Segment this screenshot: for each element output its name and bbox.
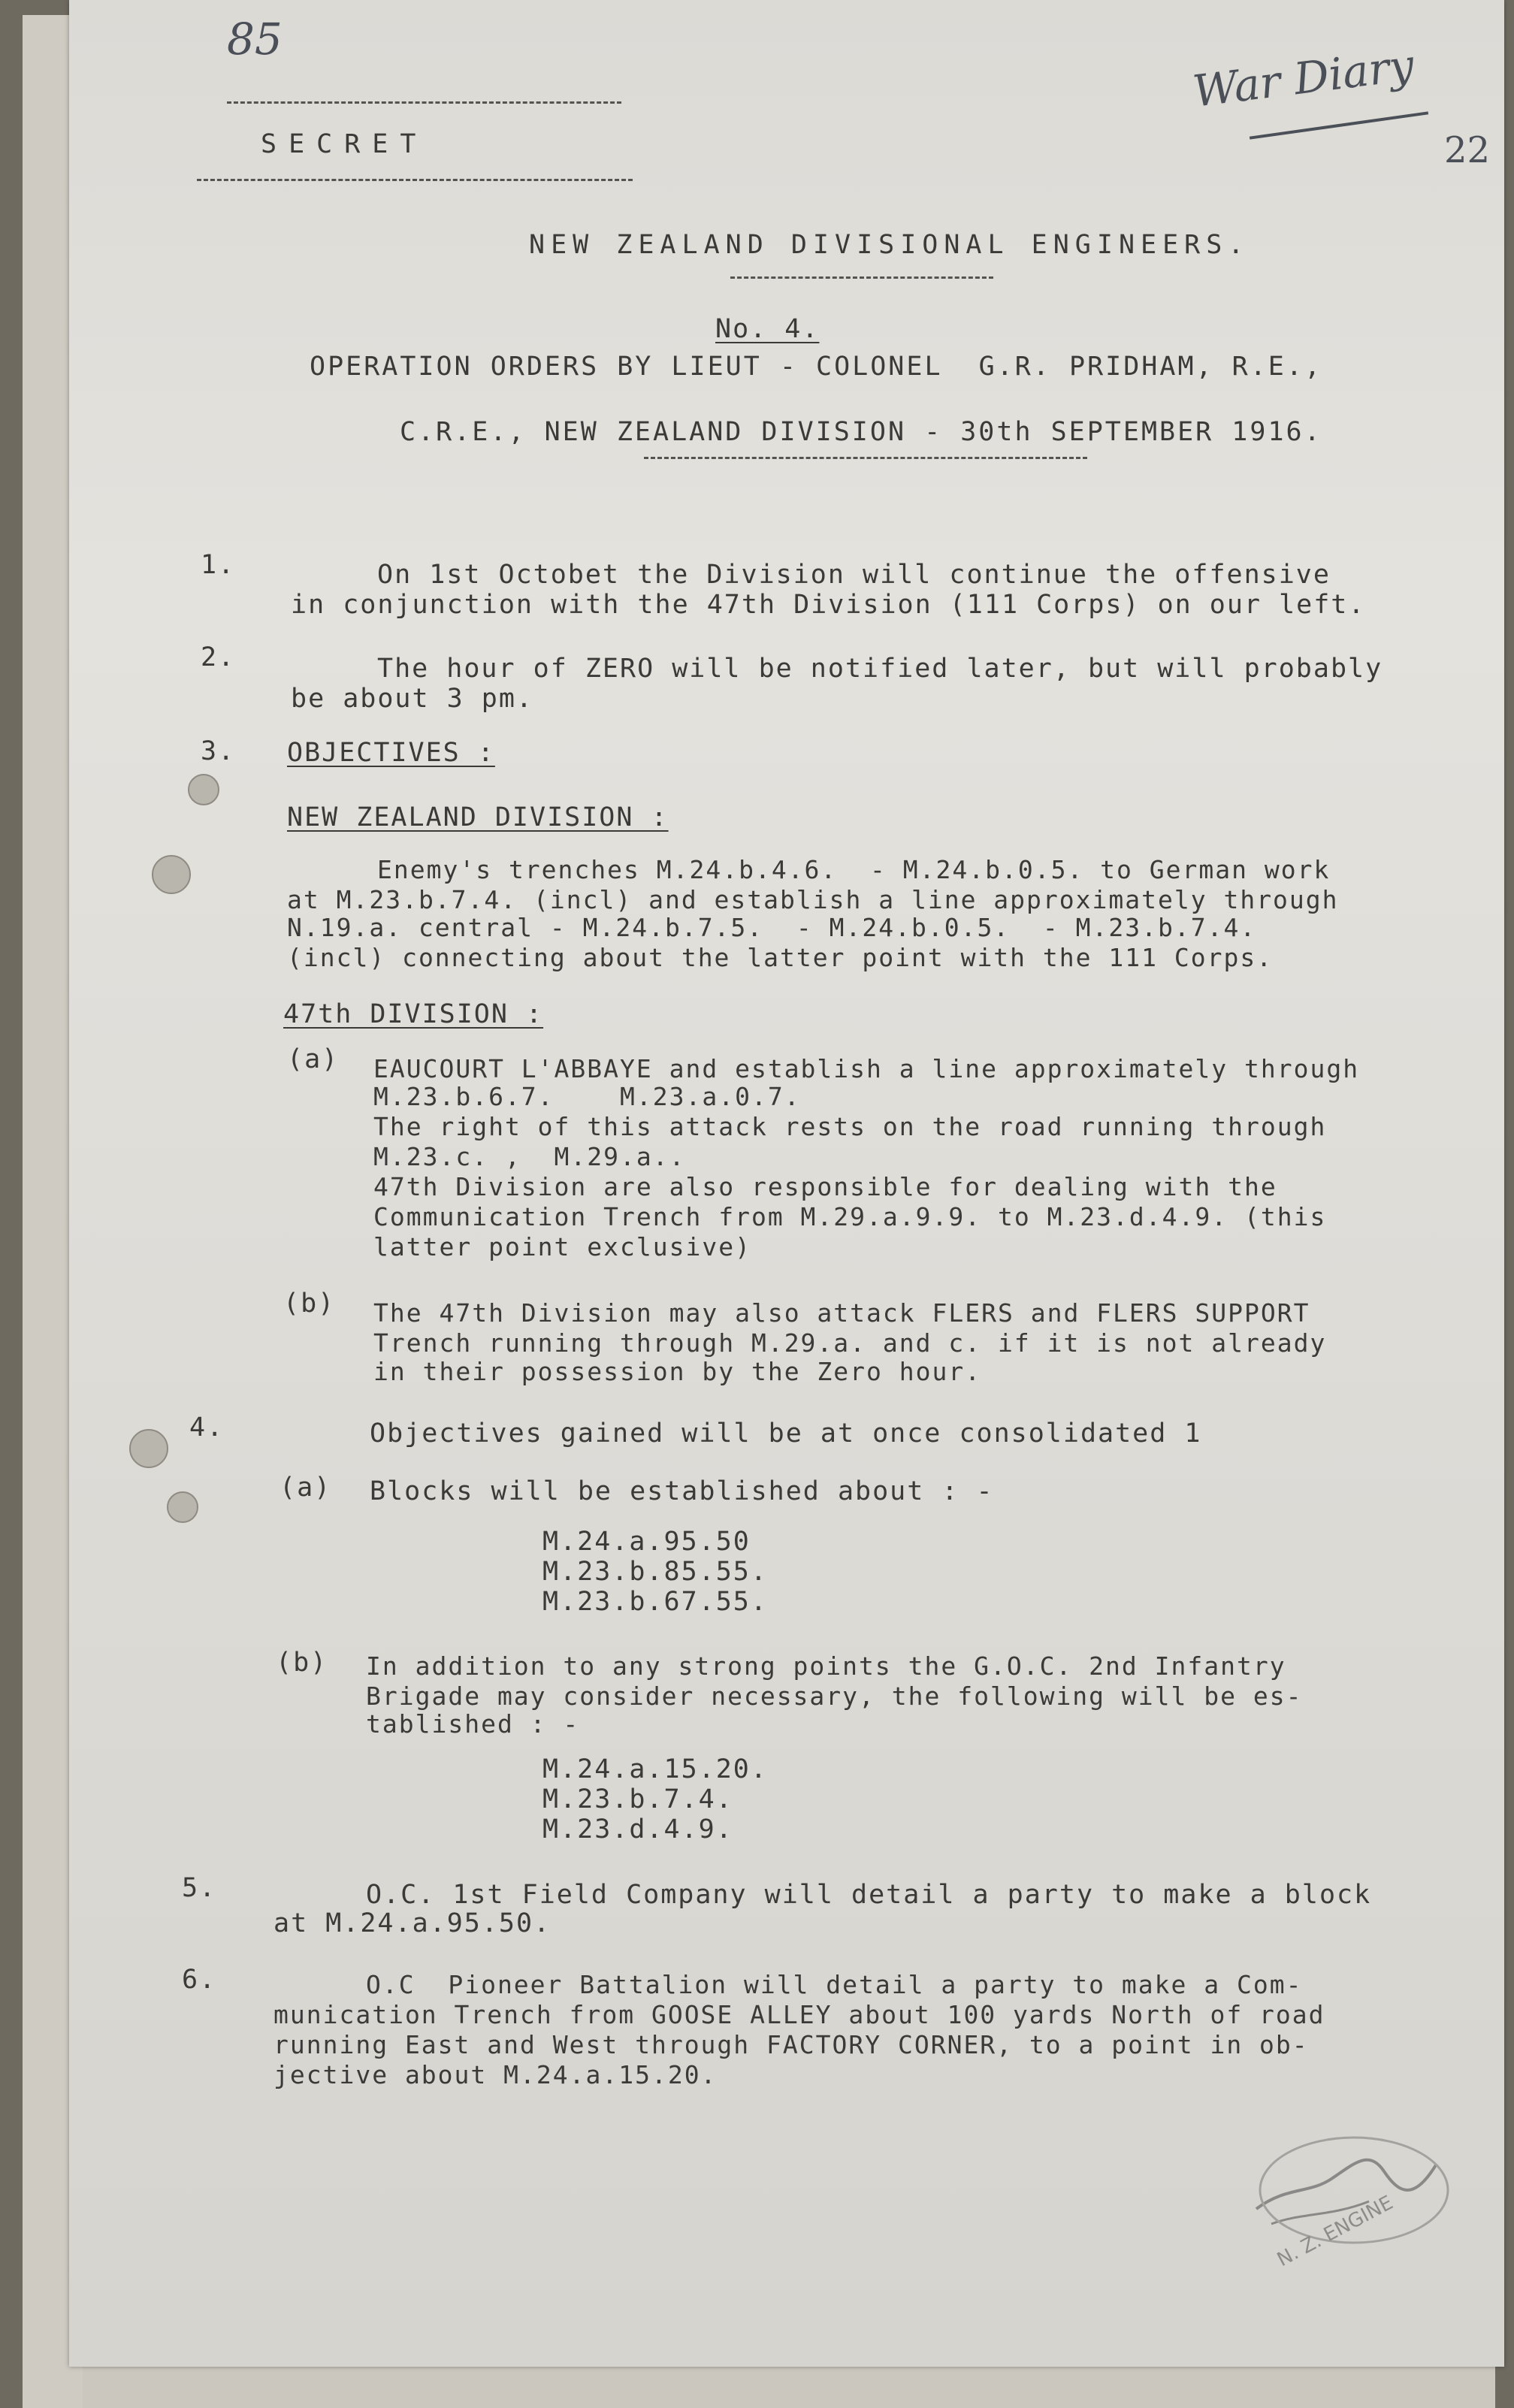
- para-line: at M.24.a.95.50.: [273, 1908, 552, 1938]
- para-number: 1.: [201, 550, 236, 580]
- unit-title-rule: [730, 276, 993, 279]
- para-line: in conjunction with the 47th Division (111 Corps) on our left.: [291, 590, 1366, 620]
- punch-hole: [152, 855, 191, 894]
- para-line: Communication Trench from M.29.a.9.9. to M.23.d.4.9. (this: [373, 1202, 1327, 1231]
- para-line: On 1st Octobet the Division will continue the offensive: [377, 560, 1331, 590]
- para-line: Enemy's trenches M.24.b.4.6. - M.24.b.0.5. to German work: [377, 855, 1331, 884]
- war-diary-annotation: War Diary: [1189, 39, 1417, 117]
- para-line: Brigade may consider necessary, the following will be es-: [366, 1681, 1303, 1711]
- secret-rule-top: [227, 101, 621, 104]
- title-line-2: C.R.E., NEW ZEALAND DIVISION - 30th SEPTEMBER 1916.: [400, 417, 1322, 447]
- para-line: jective about M.24.a.15.20.: [273, 2060, 718, 2089]
- grid-reference: M.24.a.95.50: [542, 1527, 751, 1557]
- para-line: running East and West through FACTORY CORNER, to a point in ob-: [273, 2030, 1309, 2059]
- para-number: 2.: [201, 642, 236, 672]
- para-number: 5.: [182, 1873, 217, 1903]
- para-line: 47th Division are also responsible for dealing with the: [373, 1172, 1277, 1201]
- para-line: EAUCOURT L'ABBAYE and establish a line approximately through: [373, 1054, 1360, 1083]
- para-line: (incl) connecting about the latter point with the 111 Corps.: [287, 943, 1274, 972]
- classification: SECRET: [261, 129, 428, 159]
- objectives-heading: OBJECTIVES :: [287, 738, 495, 768]
- sub-label: (a): [287, 1044, 340, 1074]
- para-number: 6.: [182, 1965, 217, 1995]
- para-line: In addition to any strong points the G.O.C. 2nd Infantry: [366, 1651, 1286, 1681]
- para-line: O.C Pioneer Battalion will detail a party to make a Com-: [366, 1970, 1303, 1999]
- para-line: Trench running through M.29.a. and c. if it is not already: [373, 1328, 1327, 1358]
- engineers-stamp: N. Z. ENGINE: [1273, 2191, 1397, 2272]
- sub-label: (b): [283, 1289, 336, 1319]
- para-line: munication Trench from GOOSE ALLEY about 100 yards North of road: [273, 2000, 1325, 2029]
- grid-reference: M.23.d.4.9.: [542, 1814, 733, 1845]
- para-line: at M.23.b.7.4. (incl) and establish a line approximately through: [287, 885, 1339, 914]
- para-line: Blocks will be established about : -: [370, 1476, 994, 1506]
- para-line: M.23.c. , M.29.a..: [373, 1142, 686, 1171]
- grid-reference: M.23.b.67.55.: [542, 1587, 768, 1617]
- war-diary-underline: [1250, 111, 1428, 139]
- secret-rule-bottom: [197, 179, 633, 181]
- sub-label: (a): [280, 1473, 332, 1503]
- punch-hole: [167, 1491, 198, 1523]
- para-line: in their possession by the Zero hour.: [373, 1357, 982, 1386]
- grid-reference: M.23.b.7.4.: [542, 1784, 733, 1814]
- para-number: 4.: [189, 1412, 225, 1443]
- para-line: The right of this attack rests on the road running through: [373, 1112, 1327, 1141]
- nz-division-heading: NEW ZEALAND DIVISION :: [287, 802, 669, 832]
- folio-annotation: 22: [1444, 129, 1491, 171]
- unit-title: NEW ZEALAND DIVISIONAL ENGINEERS.: [529, 230, 1250, 260]
- para-line: N.19.a. central - M.24.b.7.5. - M.24.b.0.5. - M.23.b.7.4.: [287, 913, 1257, 942]
- page-number-annotation: 85: [227, 14, 283, 65]
- document-page: [69, 0, 1504, 2367]
- grid-reference: M.24.a.15.20.: [542, 1754, 768, 1784]
- punch-hole: [129, 1429, 168, 1468]
- para-line: The 47th Division may also attack FLERS and FLERS SUPPORT: [373, 1298, 1310, 1328]
- para-line: O.C. 1st Field Company will detail a party to make a block: [366, 1880, 1372, 1910]
- 47th-division-heading: 47th DIVISION :: [283, 999, 544, 1029]
- grid-reference: M.23.b.85.55.: [542, 1557, 768, 1587]
- title-rule: [644, 457, 1087, 459]
- order-number: No. 4.: [715, 314, 820, 344]
- para-line: The hour of ZERO will be notified later, but will probably: [377, 654, 1383, 684]
- para-line: latter point exclusive): [373, 1232, 751, 1261]
- punch-hole: [188, 774, 219, 805]
- sub-label: (b): [276, 1648, 328, 1678]
- para-number: 3.: [201, 736, 236, 766]
- para-line: be about 3 pm.: [291, 684, 534, 714]
- para-line: tablished : -: [366, 1709, 580, 1739]
- title-line-1: OPERATION ORDERS BY LIEUT - COLONEL G.R. PRIDHAM, R.E.,: [310, 352, 1323, 382]
- para-line: Objectives gained will be at once consolidated 1: [370, 1419, 1202, 1449]
- para-line: M.23.b.6.7. M.23.a.0.7.: [373, 1082, 801, 1111]
